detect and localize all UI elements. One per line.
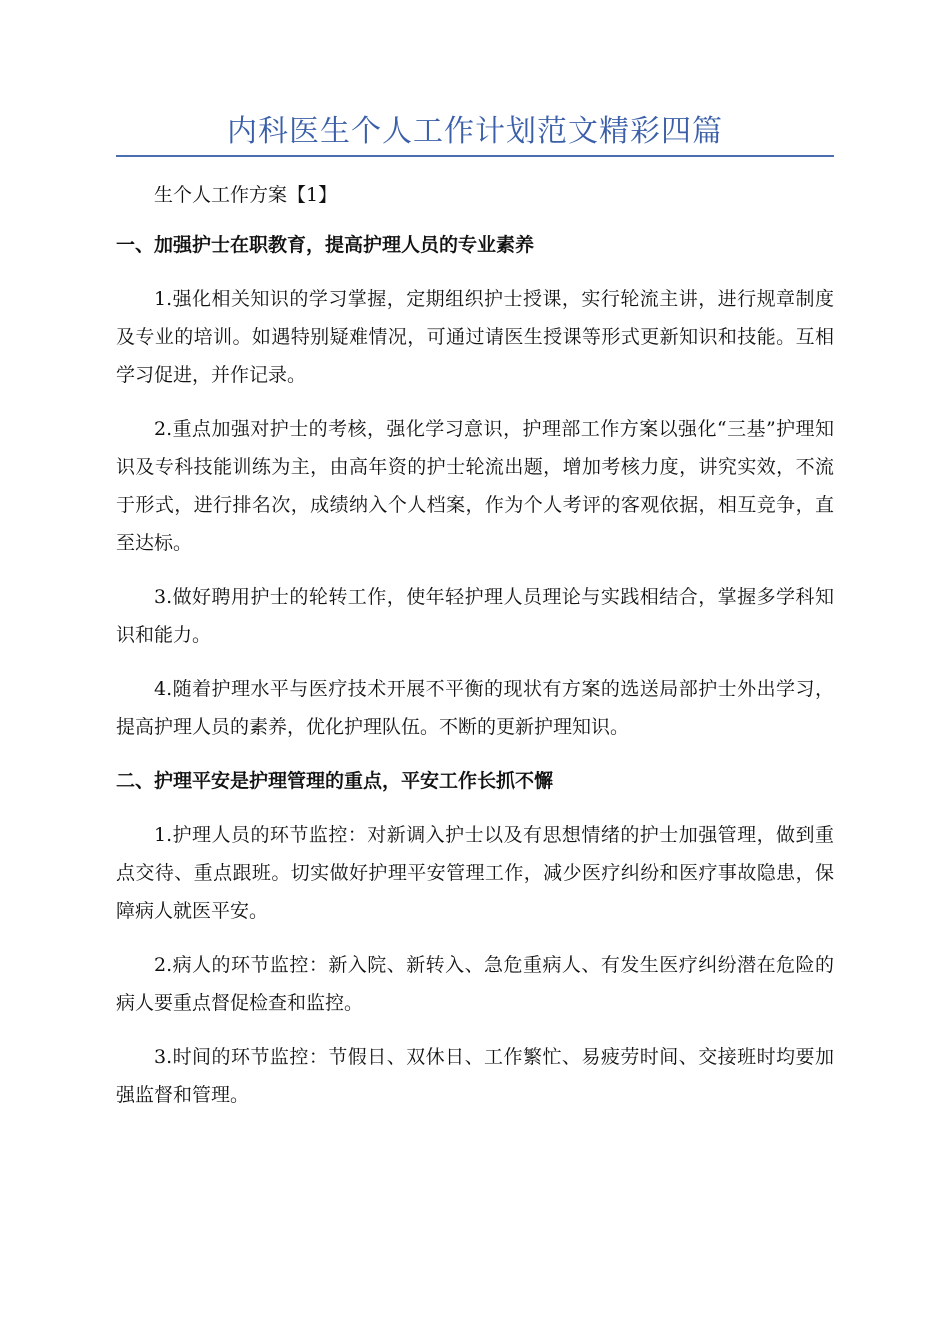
paragraph: 2.重点加强对护士的考核，强化学习意识，护理部工作方案以强化“三基”护理知识及专科技能训练为主，由高年资的护士轮流出题，增加考核力度，讲究实效，不流于形式，进行排名次，成绩纳入个人档案，作为个人考评的客观依据，相互竞争，直至达标。 [116,418,834,554]
section-heading-1: 一、加强护士在职教育，提高护理人员的专业素养 [116,234,535,256]
paragraph: 1.强化相关知识的学习掌握，定期组织护士授课，实行轮流主讲，进行规章制度及专业的培训。如遇特别疑难情况，可通过请医生授课等形式更新知识和技能。互相学习促进，并作记录。 [116,288,834,386]
document-title: 内科医生个人工作计划范文精彩四篇 [227,114,723,149]
paragraph: 2.病人的环节监控：新入院、新转入、急危重病人、有发生医疗纠纷潜在危险的病人要重点督促检查和监控。 [116,954,834,1014]
paragraph: 3.做好聘用护士的轮转工作，使年轻护理人员理论与实践相结合，掌握多学科知识和能力。 [116,586,834,646]
paragraph: 4.随着护理水平与医疗技术开展不平衡的现状有方案的选送局部护士外出学习，提高护理人员的素养，优化护理队伍。不断的更新护理知识。 [116,678,834,738]
paragraph: 3.时间的环节监控：节假日、双休日、工作繁忙、易疲劳时间、交接班时均要加强监督和管理。 [116,1046,834,1106]
intro-line: 生个人工作方案【1】 [154,184,338,206]
section-heading-2: 二、护理平安是护理管理的重点，平安工作长抓不懈 [116,770,554,792]
document-body [116,176,834,1130]
title-underline [116,155,834,157]
paragraph: 1.护理人员的环节监控：对新调入护士以及有思想情绪的护士加强管理，做到重点交待、重点跟班。切实做好护理平安管理工作，减少医疗纠纷和医疗事故隐患，保障病人就医平安。 [116,824,834,922]
